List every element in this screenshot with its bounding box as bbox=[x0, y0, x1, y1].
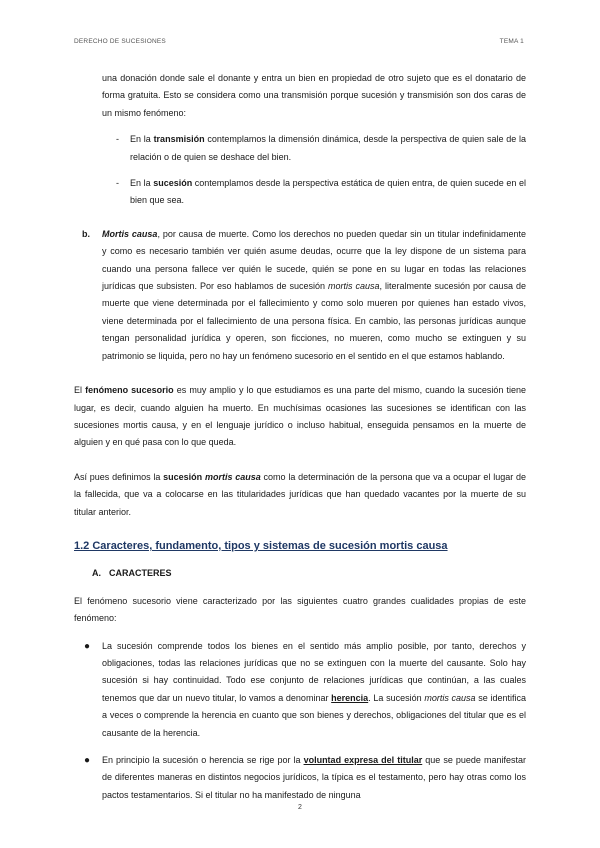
bullet-item-voluntad: ● En principio la sucesión o herencia se rige por la voluntad expresa del titular que se puede manifestar de diferentes maneras en distintos negocios jurídicos, la típica es el testamento, pero hay otras como los pactos testamentarios. Si el titular no ha manifestado de ninguna bbox=[74, 752, 526, 804]
dash-marker: - bbox=[116, 134, 119, 145]
bullet-marker: ● bbox=[84, 755, 91, 766]
bullet-marker: ● bbox=[84, 640, 91, 652]
page-body bbox=[74, 70, 526, 804]
dash-marker: - bbox=[116, 178, 119, 189]
subsection-heading: A. CARACTERES bbox=[92, 568, 172, 579]
term-herencia: herencia bbox=[331, 692, 369, 703]
dash-item-transmision: - En la transmisión contemplamos la dimensión dinámica, desde la perspectiva de quien sale de la relación o de quien se deshace del bien. bbox=[74, 131, 526, 166]
item-b-mortis-causa: b. Mortis causa, por causa de muerte. Como los derechos no pueden quedar sin un titular indefinidamente y como es necesario también ver quién asume deudas, ocurre que la ley dispone de un sistema para cuando una persona fallece ver quién le sucede, quién se pone en su lugar en todas las relaciones jurídicas que subsisten. Por eso hablamos de sucesión mortis causa, literalmente sucesión por causa de muerte que viene determinada por el fallecimiento y como solo mueren por quienes han estado vivos, viene determinada por el fallecimiento de una persona física. En cambio, las personas jurídicas aunque tengan personalidad jurídica y operen, son ficciones, no mueren, como mucho se extinguen y su patrimonio se liquida, pero no hay un fenómeno sucesorio en el sentido en el que estamos hablando. bbox=[74, 226, 526, 365]
header-right: TEMA 1 bbox=[499, 38, 524, 45]
intro-paragraph: una donación donde sale el donante y entra un bien en propiedad de otro sujeto que es el donatario de forma gratuita. Esto se considera como una transmisión porque sucesión y transmisión son dos caras de un mismo fenómeno: bbox=[102, 73, 526, 118]
item-b-marker: b. bbox=[82, 228, 90, 239]
bullet-item-herencia: ● La sucesión comprende todos los bienes en el sentido más amplio posible, por tanto, derechos y obligaciones, todas las relaciones jurídicas que no se extinguen con la muerte del causante. Solo hay sucesión si hay continuidad. Todo ese conjunto de relaciones jurídicas que continúan, a las cuales tenemos que dar un nuevo titular, lo vamos a denominar herencia. La sucesión mortis causa se identifica a veces o comprende la herencia en cuanto que son bienes y derechos, obligaciones del titular que es el causante de la herencia. bbox=[74, 638, 526, 742]
paragraph-caracteres: El fenómeno sucesorio viene caracterizado por las siguientes cuatro grandes cualidades propias de este fenómeno: bbox=[74, 595, 526, 624]
dash-item-sucesion: - En la sucesión contemplamos desde la perspectiva estática de quien entra, de quien sucede en el bien que sea. bbox=[74, 175, 526, 210]
term-transmision: transmisión bbox=[153, 134, 205, 145]
header-left: DERECHO DE SUCESIONES bbox=[74, 38, 166, 45]
section-title: 1.2 Caracteres, fundamento, tipos y sistemas de sucesión mortis causa bbox=[74, 539, 448, 552]
term-mortis-causa: Mortis causa bbox=[102, 228, 158, 239]
paragraph-fenomeno: El fenómeno sucesorio es muy amplio y lo que estudiamos es una parte del mismo, cuando la sucesión tiene lugar, es decir, cuando alguien ha muerto. En muchísimas ocasiones las sucesiones se identifican con las sucesiones mortis causa, y en el lenguaje jurídico o incluso habitual, enseguida pensamos en la muerte de alguien y en qué pasa con lo que queda. bbox=[74, 385, 526, 448]
paragraph-definicion: Así pues definimos la sucesión mortis causa como la determinación de la persona que va a ocupar el lugar de la fallecida, que va a colocarse en las titularidades jurídicas que han quedado vacantes por la muerte de su titular anterior. bbox=[74, 471, 527, 517]
page-number: 2 bbox=[298, 804, 302, 811]
term-sucesion: sucesión bbox=[153, 178, 193, 189]
term-fenomeno-sucesorio: fenómeno sucesorio bbox=[85, 385, 174, 396]
term-voluntad-expresa: voluntad expresa del titular bbox=[303, 755, 423, 765]
